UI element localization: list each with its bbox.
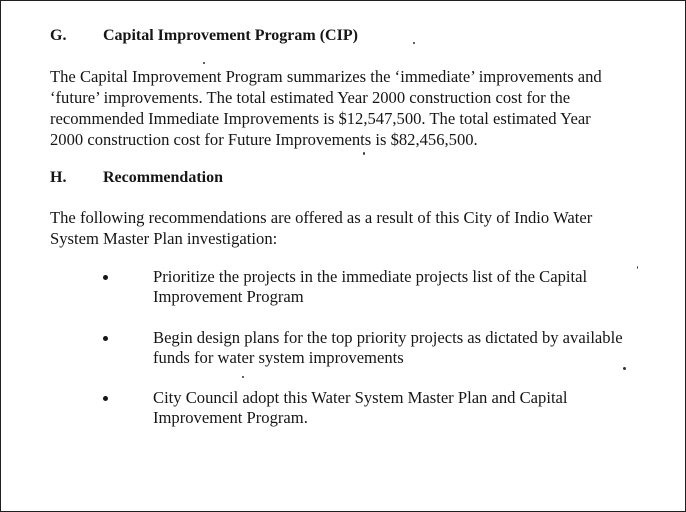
recommendation-intro-paragraph xyxy=(50,207,650,249)
recommendation-line: Prioritize the projects in the immediate projects list of the Capital xyxy=(153,267,588,286)
section-h-heading xyxy=(50,169,223,187)
bullet-icon xyxy=(103,275,108,280)
recommendation-line: City Council adopt this Water System Master Plan and Capital xyxy=(153,388,568,407)
section-g-letter: G. xyxy=(50,27,67,44)
scan-speck xyxy=(637,266,638,269)
cip-summary-paragraph xyxy=(50,66,650,150)
recommendation-line: funds for water system improvements xyxy=(153,348,404,367)
paragraph-line: 2000 construction cost for Future Improvements is $82,456,500. xyxy=(50,130,478,149)
scan-speck xyxy=(623,367,626,370)
paragraph-line: The Capital Improvement Program summarizes the ‘immediate’ improvements and xyxy=(50,67,602,86)
scan-speck xyxy=(203,62,205,64)
scan-speck xyxy=(413,42,415,44)
paragraph-line: The following recommendations are offered as a result of this City of Indio Water xyxy=(50,208,593,227)
scan-speck xyxy=(242,376,244,378)
scan-speck xyxy=(363,152,365,155)
bullet-icon xyxy=(103,396,108,401)
recommendation-item xyxy=(153,328,663,368)
section-h-letter: H. xyxy=(50,169,67,186)
recommendation-line: Improvement Program xyxy=(153,287,304,306)
paragraph-line: recommended Immediate Improvements is $12,547,500. The total estimated Year xyxy=(50,109,591,128)
section-g-heading xyxy=(50,27,358,45)
paragraph-line: System Master Plan investigation: xyxy=(50,229,278,248)
recommendation-item xyxy=(153,388,663,428)
bullet-icon xyxy=(103,336,108,341)
section-g-title: Capital Improvement Program (CIP) xyxy=(103,27,358,44)
section-h-title: Recommendation xyxy=(103,169,223,186)
recommendation-line: Improvement Program. xyxy=(153,408,308,427)
recommendation-item xyxy=(153,267,663,307)
paragraph-line: ‘future’ improvements. The total estimated Year 2000 construction cost for the xyxy=(50,88,571,107)
recommendation-line: Begin design plans for the top priority projects as dictated by available xyxy=(153,328,623,347)
